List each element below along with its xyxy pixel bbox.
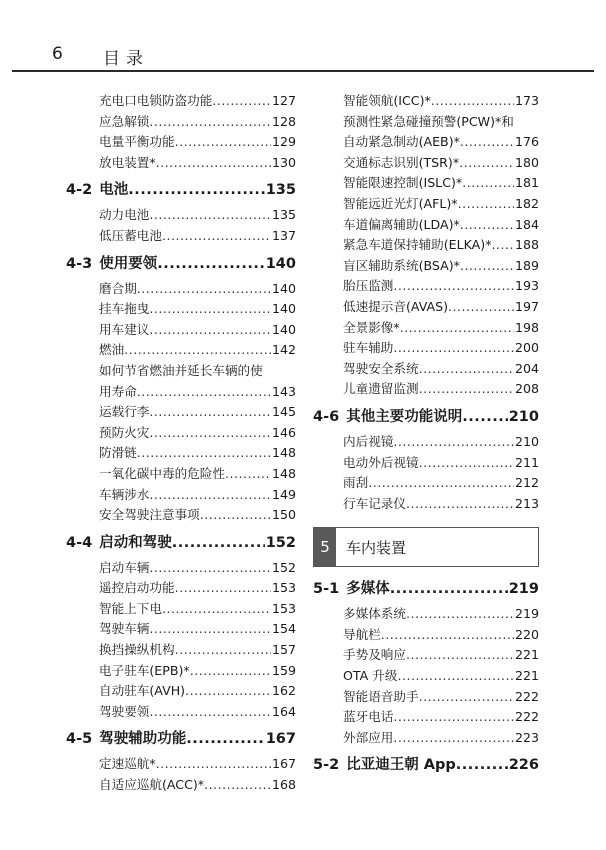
toc-entry[interactable]	[66, 90, 296, 111]
entry-page: 213	[514, 495, 539, 511]
section-title: 驾驶辅助功能	[99, 731, 187, 748]
entry-title: 全景影像*	[343, 319, 400, 335]
toc-section-4-5[interactable]	[66, 727, 296, 753]
leader-dots	[175, 134, 271, 149]
entry-page: 221	[514, 647, 539, 663]
leader-dots	[390, 581, 508, 597]
entry-page: 204	[514, 360, 539, 376]
leader-dots	[381, 627, 514, 642]
toc-entry[interactable]	[313, 152, 539, 173]
leader-dots	[172, 535, 265, 551]
entry-title: 内后视镜	[343, 433, 394, 449]
page-title: 目录	[103, 49, 149, 69]
toc-entry[interactable]	[313, 337, 539, 358]
leader-dots	[368, 475, 514, 490]
leader-dots	[393, 434, 514, 449]
entry-page: 223	[514, 729, 539, 745]
toc-entry[interactable]	[66, 701, 296, 722]
entry-page: 142	[271, 342, 296, 358]
toc-entry[interactable]	[66, 463, 296, 484]
toc-entry[interactable]	[66, 381, 296, 402]
entry-page: 135	[271, 207, 296, 223]
entry-page: 221	[514, 668, 539, 684]
entry-page: 168	[271, 777, 296, 793]
leader-dots	[459, 155, 514, 170]
section-page: 152	[265, 534, 296, 551]
section-title: 比亚迪王朝 App	[346, 757, 456, 774]
section-title: 多媒体	[346, 581, 390, 598]
entry-title: 换挡操纵机构	[99, 642, 175, 658]
leader-dots	[137, 445, 271, 460]
chapter-title: 车内装置	[346, 538, 407, 557]
leader-dots	[204, 777, 271, 792]
entry-page: 200	[514, 340, 539, 356]
leader-dots	[225, 466, 271, 481]
entry-page: 197	[514, 298, 539, 314]
toc-entry[interactable]	[66, 319, 296, 340]
entry-title: 智能上下电	[99, 600, 162, 616]
entry-page: 180	[514, 154, 539, 170]
entry-page: 222	[514, 688, 539, 704]
toc-entry[interactable]	[66, 298, 296, 319]
toc-entry[interactable]	[66, 278, 296, 299]
leader-dots	[149, 621, 271, 636]
toc-entry[interactable]	[313, 275, 539, 296]
entry-page: 146	[271, 424, 296, 440]
toc-entry[interactable]	[313, 317, 539, 338]
section-number: 5-1	[313, 581, 340, 598]
leader-dots	[431, 93, 514, 108]
entry-title: 智能限速控制(ISLC)*	[343, 175, 463, 191]
toc-section-4-4[interactable]	[66, 531, 296, 557]
section-page: 140	[265, 255, 296, 272]
entry-page: 184	[514, 216, 539, 232]
toc-entry[interactable]	[313, 296, 539, 317]
toc-entry[interactable]	[66, 339, 296, 360]
entry-page: 148	[271, 445, 296, 461]
section-number: 4-2	[66, 182, 93, 199]
toc-entry[interactable]	[313, 214, 539, 235]
entry-title: OTA 升级	[343, 668, 398, 684]
entry-title: 电子驻车(EPB)*	[99, 662, 190, 678]
entry-title: 交通标志识别(TSR)*	[343, 154, 460, 170]
toc-entry[interactable]	[66, 660, 296, 681]
toc-section-4-6[interactable]	[313, 405, 539, 431]
leader-dots	[190, 663, 271, 678]
entry-title: 自适应巡航(ACC)*	[99, 777, 205, 793]
entry-page: 162	[271, 683, 296, 699]
entry-page: 219	[514, 606, 539, 622]
entry-page: 145	[271, 404, 296, 420]
entry-page: 137	[271, 227, 296, 243]
toc-entry[interactable]	[66, 111, 296, 132]
leader-dots	[149, 301, 271, 316]
leader-dots	[458, 196, 514, 211]
toc-entry[interactable]	[66, 598, 296, 619]
leader-dots	[406, 606, 514, 621]
leader-dots	[185, 683, 271, 698]
section-number: 4-3	[66, 255, 93, 272]
leader-dots	[460, 134, 514, 149]
toc-entry[interactable]	[313, 131, 539, 152]
entry-page: 153	[271, 600, 296, 616]
leader-dots	[156, 155, 271, 170]
entry-page: 211	[514, 454, 539, 470]
toc-entry[interactable]	[313, 431, 539, 452]
section-title: 电池	[99, 182, 129, 199]
entry-title: 儿童遗留监测	[343, 381, 419, 397]
entry-title: 电量平衡功能	[99, 134, 175, 150]
section-title: 其他主要功能说明	[346, 408, 463, 425]
leader-dots	[393, 340, 514, 355]
toc-entry[interactable]	[66, 204, 296, 225]
toc-entry[interactable]	[313, 172, 539, 193]
leader-dots	[149, 207, 271, 222]
entry-title: 动力电池	[99, 207, 150, 223]
entry-page: 140	[271, 280, 296, 296]
entry-page: 189	[514, 257, 539, 273]
toc-entry[interactable]	[66, 753, 296, 774]
entry-title: 电动外后视镜	[343, 454, 419, 470]
entry-page: 188	[514, 237, 539, 253]
leader-dots	[162, 228, 271, 243]
entry-page: 130	[271, 154, 296, 170]
entry-page: 176	[514, 134, 539, 150]
toc-entry[interactable]	[66, 680, 296, 701]
toc-entry[interactable]	[66, 557, 296, 578]
toc-entry[interactable]	[313, 624, 539, 645]
entry-title: 驾驶安全系统	[343, 360, 419, 376]
entry-title: 放电装置*	[99, 154, 156, 170]
entry-title: 安全驾驶注意事项	[99, 507, 200, 523]
entry-title: 手势及响应	[343, 647, 406, 663]
toc-entry[interactable]	[313, 358, 539, 379]
leader-dots	[393, 730, 514, 745]
entry-page: 181	[514, 175, 539, 191]
entry-title: 驾驶要领	[99, 703, 150, 719]
entry-page: 167	[271, 756, 296, 772]
leader-dots	[393, 709, 514, 724]
leader-dots	[149, 487, 271, 502]
entry-page: 150	[271, 507, 296, 523]
leader-dots	[149, 322, 271, 337]
entry-page: 173	[514, 93, 539, 108]
entry-title: 运载行李	[99, 404, 150, 420]
toc-entry[interactable]	[66, 577, 296, 598]
entry-page: 220	[514, 626, 539, 642]
section-number: 4-5	[66, 731, 93, 748]
leader-dots	[175, 580, 271, 595]
leader-dots	[162, 601, 271, 616]
toc-entry[interactable]	[313, 644, 539, 665]
leader-dots	[175, 642, 271, 657]
entry-title: 遥控启动功能	[99, 580, 175, 596]
entry-page: 193	[514, 278, 539, 294]
toc-entry[interactable]	[66, 504, 296, 525]
entry-page: 222	[514, 709, 539, 725]
entry-title: 充电口电锁防盗功能	[99, 93, 213, 108]
toc-entry[interactable]	[66, 401, 296, 422]
entry-title: 行车记录仪	[343, 495, 406, 511]
toc-entry[interactable]	[313, 727, 539, 748]
toc-entry[interactable]	[66, 442, 296, 463]
toc-entry[interactable]	[313, 234, 539, 255]
leader-dots	[393, 278, 514, 293]
entry-title: 自动紧急制动(AEB)*	[343, 134, 460, 150]
toc-entry[interactable]	[66, 422, 296, 443]
toc-group	[66, 753, 296, 794]
entry-title: 低压蓄电池	[99, 227, 162, 243]
leader-dots	[149, 560, 271, 575]
leader-dots	[212, 93, 271, 108]
section-title: 使用要领	[99, 255, 158, 272]
leader-dots	[156, 756, 271, 771]
entry-title: 启动车辆	[99, 559, 150, 575]
toc-group	[66, 278, 296, 360]
toc-section-4-3[interactable]	[66, 252, 296, 278]
entry-page: 129	[271, 134, 296, 150]
entry-title: 智能远近光灯(AFL)*	[343, 195, 458, 211]
leader-dots	[419, 361, 514, 376]
section-page: 226	[508, 757, 539, 774]
section-page: 167	[265, 731, 296, 748]
leader-dots	[400, 320, 514, 335]
toc-entry[interactable]	[313, 193, 539, 214]
leader-dots	[419, 689, 514, 704]
toc-group	[66, 90, 296, 172]
entry-page: 212	[514, 475, 539, 491]
leader-dots	[406, 647, 514, 662]
entry-title: 胎压监测	[343, 278, 394, 294]
leader-dots	[419, 381, 514, 396]
toc-group	[313, 603, 539, 747]
entry-page: 127	[271, 93, 296, 108]
toc-entry[interactable]	[66, 225, 296, 246]
entry-page: 153	[271, 580, 296, 596]
toc-entry[interactable]	[66, 152, 296, 173]
entry-page: 140	[271, 301, 296, 317]
leader-dots	[200, 507, 271, 522]
toc-entry[interactable]	[66, 484, 296, 505]
entry-page: 164	[271, 703, 296, 719]
toc-entry[interactable]	[313, 493, 539, 514]
leader-dots	[186, 731, 265, 747]
entry-title: 应急解锁	[99, 113, 150, 129]
entry-page: 148	[271, 465, 296, 481]
entry-title: 预防火灾	[99, 424, 150, 440]
entry-title: 用寿命	[99, 383, 137, 399]
toc-entry[interactable]	[313, 665, 539, 686]
toc-entry-line[interactable]: 如何节省燃油并延长车辆的使	[99, 362, 263, 378]
toc-group	[66, 401, 296, 525]
leader-dots	[128, 182, 265, 198]
section-number: 5-2	[313, 757, 340, 774]
leader-dots	[460, 217, 514, 232]
entry-page: 149	[271, 486, 296, 502]
entry-title: 挂车拖曳	[99, 301, 150, 317]
section-number: 4-4	[66, 534, 93, 551]
toc-group	[66, 204, 296, 245]
entry-page: 210	[514, 433, 539, 449]
toc-entry[interactable]	[313, 90, 539, 111]
entry-title: 智能领航(ICC)*	[343, 93, 431, 108]
entry-title: 车辆涉水	[99, 486, 150, 502]
toc-entry[interactable]	[66, 618, 296, 639]
toc-entry[interactable]	[313, 378, 539, 399]
entry-title: 雨刮	[343, 475, 369, 491]
entry-title: 驾驶车辆	[99, 621, 150, 637]
chapter-banner[interactable]	[313, 527, 539, 567]
entry-page: 198	[514, 319, 539, 335]
entry-title: 盲区辅助系统(BSA)*	[343, 257, 460, 273]
toc-section-5-1[interactable]	[313, 577, 539, 603]
toc-entry-line[interactable]: 预测性紧急碰撞预警(PCW)*和	[343, 113, 514, 129]
leader-dots	[137, 384, 271, 399]
entry-title: 导航栏	[343, 626, 381, 642]
leader-dots	[462, 175, 514, 190]
leader-dots	[149, 425, 271, 440]
entry-title: 外部应用	[343, 729, 394, 745]
leader-dots	[462, 409, 508, 425]
entry-title: 燃油	[99, 342, 125, 358]
toc-entry[interactable]	[313, 686, 539, 707]
page-number: 6	[52, 44, 63, 64]
toc-entry[interactable]	[66, 131, 296, 152]
toc-left-column	[66, 90, 296, 795]
entry-title: 定速巡航*	[99, 756, 156, 772]
entry-page: 143	[271, 383, 296, 399]
page-header	[0, 0, 606, 72]
entry-title: 驻车辅助	[343, 340, 394, 356]
section-page: 219	[508, 581, 539, 598]
toc-group	[313, 152, 539, 399]
entry-title: 蓝牙电话	[343, 709, 394, 725]
leader-dots	[406, 496, 514, 511]
toc-entry[interactable]	[313, 472, 539, 493]
entry-page: 152	[271, 559, 296, 575]
leader-dots	[149, 114, 271, 129]
entry-title: 防滑链	[99, 445, 137, 461]
entry-page: 208	[514, 381, 539, 397]
toc-entry[interactable]	[313, 603, 539, 624]
section-page: 135	[265, 182, 296, 199]
entry-title: 用车建议	[99, 321, 150, 337]
entry-page: 140	[271, 321, 296, 337]
leader-dots	[137, 281, 271, 296]
entry-title: 低速提示音(AVAS)	[343, 298, 449, 314]
entry-title: 磨合期	[99, 280, 137, 296]
toc-entry[interactable]	[313, 255, 539, 276]
entry-title: 一氧化碳中毒的危险性	[99, 465, 225, 481]
entry-page: 182	[514, 195, 539, 211]
toc-section-5-2[interactable]	[313, 753, 539, 779]
entry-page: 159	[271, 662, 296, 678]
toc-right-column	[313, 90, 539, 779]
chapter-number: 5	[314, 528, 336, 566]
entry-title: 紧急车道保持辅助(ELKA)*	[343, 237, 492, 253]
leader-dots	[448, 299, 514, 314]
section-number: 4-6	[313, 408, 340, 425]
entry-title: 多媒体系统	[343, 606, 406, 622]
toc-group	[66, 557, 296, 722]
entry-title: 智能语音助手	[343, 688, 419, 704]
leader-dots	[157, 256, 265, 272]
entry-page: 157	[271, 642, 296, 658]
header-divider	[12, 70, 594, 72]
toc-entry[interactable]	[313, 706, 539, 727]
toc-section-4-2[interactable]	[66, 178, 296, 204]
toc-group	[313, 90, 539, 111]
toc-entry[interactable]	[313, 452, 539, 473]
toc-group	[313, 431, 539, 513]
leader-dots	[492, 237, 514, 252]
leader-dots	[460, 258, 514, 273]
leader-dots	[419, 455, 514, 470]
leader-dots	[397, 668, 514, 683]
leader-dots	[124, 342, 271, 357]
entry-title: 车道偏离辅助(LDA)*	[343, 216, 460, 232]
entry-page: 128	[271, 113, 296, 129]
leader-dots	[149, 404, 271, 419]
toc-entry[interactable]	[66, 639, 296, 660]
leader-dots	[456, 757, 508, 773]
entry-title: 自动驻车(AVH)	[99, 683, 186, 699]
section-title: 启动和驾驶	[99, 534, 172, 551]
leader-dots	[149, 704, 271, 719]
entry-page: 154	[271, 621, 296, 637]
section-page: 210	[508, 408, 539, 425]
toc-entry[interactable]	[66, 774, 296, 795]
